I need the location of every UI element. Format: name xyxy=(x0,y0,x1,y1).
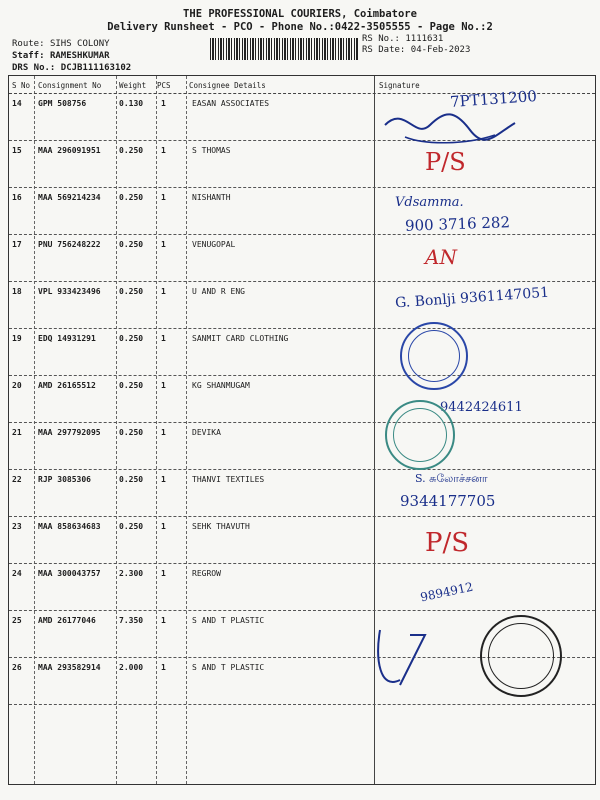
pcs-cell: 1 xyxy=(161,240,166,249)
consignment-cell: MAA 858634683 xyxy=(38,522,101,531)
handwritten-phone: 900 3716 282 xyxy=(404,213,511,235)
consignee-cell: KG SHANMUGAM xyxy=(192,381,250,390)
handwritten-phone: 9442424611 xyxy=(440,400,523,415)
consignment-cell: MAA 300043757 xyxy=(38,569,101,578)
consignee-cell: SANMIT CARD CLOTHING xyxy=(192,334,289,343)
consignment-cell: VPL 933423496 xyxy=(38,287,101,296)
consignee-cell: NISHANTH xyxy=(192,193,231,202)
consignee-cell: SEHK THAVUTH xyxy=(192,522,250,531)
sno-cell: 21 xyxy=(12,428,22,437)
consignment-cell: AMD 26165512 xyxy=(38,381,96,390)
rs-date-label: RS Date: xyxy=(362,45,406,55)
pcs-cell: 1 xyxy=(161,616,166,625)
weight-cell: 0.250 xyxy=(119,381,144,390)
pcs-cell: 1 xyxy=(161,475,166,484)
consignee-cell: VENUGOPAL xyxy=(192,240,236,249)
col-header-pcs: PCS xyxy=(157,81,171,90)
consignment-cell: GPM 508756 xyxy=(38,99,87,108)
table-row xyxy=(9,329,595,376)
sno-cell: 22 xyxy=(12,475,22,484)
signature-scribble xyxy=(370,620,460,700)
weight-cell: 0.250 xyxy=(119,334,144,343)
col-header-consignment: Consignment No xyxy=(38,81,102,90)
weight-cell: 0.250 xyxy=(119,475,144,484)
company-stamp xyxy=(400,322,468,390)
sno-cell: 14 xyxy=(12,99,22,108)
sno-cell: 26 xyxy=(12,663,22,672)
consignment-cell: RJP 3085306 xyxy=(38,475,91,484)
consignee-cell: S THOMAS xyxy=(192,146,231,155)
consignment-cell: MAA 569214234 xyxy=(38,193,101,202)
sno-cell: 18 xyxy=(12,287,22,296)
weight-cell: 2.300 xyxy=(119,569,144,578)
weight-cell: 2.000 xyxy=(119,663,144,672)
sno-cell: 24 xyxy=(12,569,22,578)
col-header-signature: Signature xyxy=(379,81,420,90)
company-stamp xyxy=(480,615,562,697)
handwritten-number: 7PT131200 xyxy=(449,86,538,112)
table-row xyxy=(9,235,595,282)
barcode xyxy=(210,38,358,60)
consignee-cell: S AND T PLASTIC xyxy=(192,616,265,625)
pcs-cell: 1 xyxy=(161,663,166,672)
runsheet-title: Delivery Runsheet - PCO - Phone No.:0422-3505555 - Page No.:2 xyxy=(107,21,493,33)
pcs-cell: 1 xyxy=(161,193,166,202)
consignment-cell: AMD 26177046 xyxy=(38,616,96,625)
signature-name: Vdsamma. xyxy=(395,195,464,210)
weight-cell: 0.250 xyxy=(119,193,144,202)
signature-name-phone: G. Bonlji 9361147051 xyxy=(394,284,550,312)
consignee-cell: U AND R ENG xyxy=(192,287,245,296)
rs-no-label: RS No.: xyxy=(362,34,400,44)
handwritten-phone: 9894912 xyxy=(419,579,475,605)
company-title: THE PROFESSIONAL COURIERS, Coimbatore xyxy=(183,8,417,20)
consignment-cell: PNU 756248222 xyxy=(38,240,101,249)
weight-cell: 0.250 xyxy=(119,146,144,155)
row-divider xyxy=(9,704,595,705)
sno-cell: 17 xyxy=(12,240,22,249)
sno-cell: 25 xyxy=(12,616,22,625)
consignment-cell: MAA 293582914 xyxy=(38,663,101,672)
pcs-cell: 1 xyxy=(161,381,166,390)
sno-cell: 15 xyxy=(12,146,22,155)
col-header-weight: Weight xyxy=(119,81,147,90)
sno-cell: 23 xyxy=(12,522,22,531)
consignment-cell: MAA 296091951 xyxy=(38,146,101,155)
drs-value: DCJB111163102 xyxy=(60,63,132,73)
consignee-cell: EASAN ASSOCIATES xyxy=(192,99,270,108)
consignee-cell: DEVIKA xyxy=(192,428,221,437)
sno-cell: 16 xyxy=(12,193,22,202)
route-label: Route: xyxy=(12,39,45,49)
sno-cell: 19 xyxy=(12,334,22,343)
table-row xyxy=(9,564,595,611)
consignee-cell: THANVI TEXTILES xyxy=(192,475,265,484)
pcs-cell: 1 xyxy=(161,334,166,343)
route-value: SIHS COLONY xyxy=(49,39,110,49)
consignment-cell: EDQ 14931291 xyxy=(38,334,96,343)
drs-label: DRS No.: xyxy=(12,63,56,73)
weight-cell: 7.350 xyxy=(119,616,144,625)
consignment-cell: MAA 297792095 xyxy=(38,428,101,437)
pcs-cell: 1 xyxy=(161,99,166,108)
pcs-cell: 1 xyxy=(161,146,166,155)
rs-no-value: 1111631 xyxy=(405,34,444,44)
route-info xyxy=(12,38,131,74)
staff-value: RAMESHKUMAR xyxy=(49,51,110,61)
weight-cell: 0.250 xyxy=(119,428,144,437)
weight-cell: 0.130 xyxy=(119,99,144,108)
col-header-sno: S No xyxy=(12,81,31,90)
col-header-consignee: Consignee Details xyxy=(189,81,266,90)
weight-cell: 0.250 xyxy=(119,240,144,249)
rs-date-value: 04-Feb-2023 xyxy=(410,45,471,55)
handwritten-phone: 9344177705 xyxy=(400,492,496,510)
weight-cell: 0.250 xyxy=(119,287,144,296)
rs-info xyxy=(362,34,470,56)
table-row xyxy=(9,470,595,517)
ps-mark: P/S xyxy=(425,528,470,558)
consignee-cell: S AND T PLASTIC xyxy=(192,663,265,672)
table-row xyxy=(9,517,595,564)
staff-label: Staff: xyxy=(12,51,45,61)
consignee-cell: REGROW xyxy=(192,569,221,578)
weight-cell: 0.250 xyxy=(119,522,144,531)
signature-scribble xyxy=(375,105,525,150)
company-stamp xyxy=(385,400,455,470)
pcs-cell: 1 xyxy=(161,569,166,578)
pcs-cell: 1 xyxy=(161,522,166,531)
signature-initials: AN xyxy=(425,245,457,269)
pcs-cell: 1 xyxy=(161,287,166,296)
table-row xyxy=(9,423,595,470)
signature-name: S. சுலோச்சனா xyxy=(415,472,488,485)
sno-cell: 20 xyxy=(12,381,22,390)
ps-mark: P/S xyxy=(425,148,466,176)
pcs-cell: 1 xyxy=(161,428,166,437)
